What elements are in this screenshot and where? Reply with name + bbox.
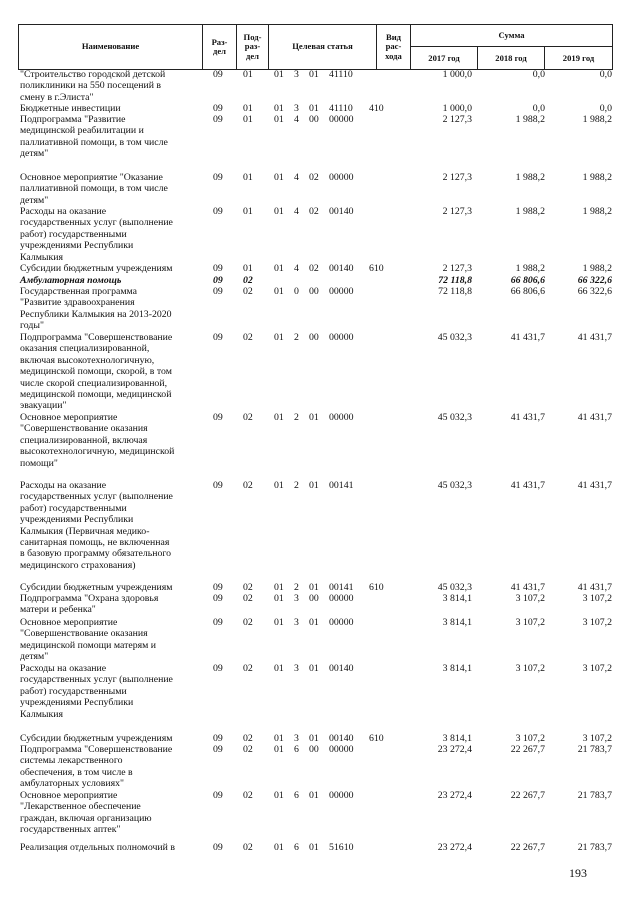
row-sum-2019: 0,0 [599, 69, 612, 80]
row-sum-2017: 1 000,0 [442, 103, 472, 114]
col-subsection-header: Под- раз- дел [237, 25, 269, 70]
row-sum-2019: 41 431,7 [577, 412, 612, 423]
row-name: Реализация отдельных полномочий в [20, 842, 175, 853]
row-target-program: 01 [274, 172, 284, 183]
row-target-program: 01 [274, 263, 284, 274]
row-sum-2019: 66 322,6 [577, 286, 612, 297]
row-section: 09 [213, 412, 223, 423]
row-sum-2019: 1 988,2 [582, 206, 612, 217]
row-target-event: 02 [309, 206, 319, 217]
row-target-event: 00 [309, 744, 319, 755]
row-target-direction: 00140 [329, 206, 354, 217]
row-section: 09 [213, 617, 223, 628]
row-target-subprogram: 2 [294, 412, 299, 423]
row-section: 09 [213, 842, 223, 853]
row-target-subprogram: 3 [294, 103, 299, 114]
row-name: Государственная программа "Развитие здравоохранения Республики Калмыкия на 2013-2020 годы" [20, 286, 172, 332]
row-target-event: 00 [309, 332, 319, 343]
row-target-subprogram: 2 [294, 480, 299, 491]
row-subsection: 01 [243, 172, 253, 183]
row-section: 09 [213, 103, 223, 114]
row-target-subprogram: 3 [294, 733, 299, 744]
row-name: Субсидии бюджетным учреждениям [20, 263, 173, 274]
row-name: Расходы на оказание государственных услуг (выполнение работ) государственными учреждениями Республики Калмыкия [20, 663, 173, 720]
row-name: Бюджетные инвестиции [20, 103, 121, 114]
page-number: 193 [569, 866, 587, 880]
row-sum-2017: 2 127,3 [442, 114, 472, 125]
row-sum-2019: 1 988,2 [582, 114, 612, 125]
row-target-program: 01 [274, 206, 284, 217]
row-target-direction: 00140 [329, 733, 354, 744]
row-target-program: 01 [274, 69, 284, 80]
row-section: 09 [213, 593, 223, 604]
row-subsection: 01 [243, 114, 253, 125]
col-exp-type-header: Вид рас- хода [377, 25, 411, 70]
col-section-header: Раз- дел [203, 25, 237, 70]
row-target-event: 01 [309, 103, 319, 114]
row-sum-2018: 3 107,2 [515, 593, 545, 604]
row-target-subprogram: 4 [294, 172, 299, 183]
row-subsection: 02 [243, 412, 253, 423]
row-sum-2017: 2 127,3 [442, 206, 472, 217]
row-target-program: 01 [274, 744, 284, 755]
row-subsection: 02 [243, 663, 253, 674]
row-target-direction: 00000 [329, 744, 354, 755]
row-sum-2019: 3 107,2 [582, 617, 612, 628]
row-name: Подпрограмма "Развитие медицинской реабилитации и паллиативной помощи, в том числе детям" [20, 114, 168, 160]
row-name: Основное мероприятие "Совершенствование оказания медицинской помощи матерям и детям" [20, 617, 157, 663]
row-name: Субсидии бюджетным учреждениям [20, 733, 173, 744]
row-target-direction: 00000 [329, 172, 354, 183]
row-sum-2019: 1 988,2 [582, 172, 612, 183]
row-name: Подпрограмма "Совершенствование оказания специализированной, включая высокотехнологичную, медицинской помощи, скорой, в том числе скорой специализированной, медицинской помощи, медицинской эвакуации" [20, 332, 173, 412]
row-sum-2019: 66 322,6 [577, 275, 612, 286]
row-target-subprogram: 0 [294, 286, 299, 297]
row-target-program: 01 [274, 582, 284, 593]
row-sum-2019: 3 107,2 [582, 593, 612, 604]
row-target-direction: 00000 [329, 114, 354, 125]
row-target-program: 01 [274, 842, 284, 853]
row-sum-2017: 3 814,1 [442, 733, 472, 744]
row-target-program: 01 [274, 790, 284, 801]
row-sum-2018: 1 988,2 [515, 206, 545, 217]
row-target-subprogram: 3 [294, 69, 299, 80]
row-target-direction: 00140 [329, 663, 354, 674]
row-exp-type: 410 [369, 103, 384, 114]
row-target-program: 01 [274, 332, 284, 343]
row-sum-2018: 1 988,2 [515, 172, 545, 183]
row-subsection: 02 [243, 582, 253, 593]
row-sum-2017: 1 000,0 [442, 69, 472, 80]
row-sum-2017: 23 272,4 [437, 744, 472, 755]
row-sum-2018: 3 107,2 [515, 663, 545, 674]
row-target-event: 02 [309, 172, 319, 183]
row-exp-type: 610 [369, 733, 384, 744]
row-name: Подпрограмма "Совершенствование системы лекарственного обеспечения, в том числе в амбулаторных условиях" [20, 744, 173, 790]
row-sum-2019: 3 107,2 [582, 733, 612, 744]
row-target-event: 01 [309, 412, 319, 423]
row-target-direction: 41110 [329, 103, 353, 114]
row-target-direction: 00141 [329, 480, 354, 491]
row-target-subprogram: 2 [294, 582, 299, 593]
row-sum-2017: 72 118,8 [438, 275, 472, 286]
row-target-event: 02 [309, 263, 319, 274]
row-target-event: 01 [309, 617, 319, 628]
row-name: "Строительство городской детской поликлиники на 550 посещений в смену в г.Элиста" [20, 69, 166, 103]
row-sum-2017: 2 127,3 [442, 172, 472, 183]
row-target-direction: 00140 [329, 263, 354, 274]
col-2018-header: 2018 год [478, 47, 545, 70]
row-sum-2019: 41 431,7 [577, 480, 612, 491]
row-target-program: 01 [274, 663, 284, 674]
row-sum-2018: 22 267,7 [510, 842, 545, 853]
row-target-direction: 00000 [329, 790, 354, 801]
row-section: 09 [213, 275, 223, 286]
row-sum-2017: 45 032,3 [437, 480, 472, 491]
row-subsection: 01 [243, 103, 253, 114]
col-2019-header: 2019 год [545, 47, 613, 70]
row-sum-2017: 23 272,4 [437, 842, 472, 853]
row-target-subprogram: 6 [294, 744, 299, 755]
row-sum-2019: 21 783,7 [577, 744, 612, 755]
row-target-direction: 00000 [329, 332, 354, 343]
row-subsection: 02 [243, 744, 253, 755]
row-target-program: 01 [274, 103, 284, 114]
row-sum-2018: 1 988,2 [515, 114, 545, 125]
row-subsection: 01 [243, 263, 253, 274]
col-target-header: Целевая статья [269, 25, 377, 70]
row-section: 09 [213, 663, 223, 674]
row-subsection: 02 [243, 275, 253, 286]
row-target-event: 01 [309, 582, 319, 593]
row-sum-2019: 3 107,2 [582, 663, 612, 674]
row-subsection: 02 [243, 593, 253, 604]
row-target-direction: 00000 [329, 593, 354, 604]
row-sum-2017: 23 272,4 [437, 790, 472, 801]
row-subsection: 02 [243, 480, 253, 491]
row-target-subprogram: 4 [294, 114, 299, 125]
row-sum-2018: 41 431,7 [510, 332, 545, 343]
row-subsection: 01 [243, 206, 253, 217]
row-target-direction: 51610 [329, 842, 354, 853]
row-target-event: 00 [309, 593, 319, 604]
row-sum-2018: 41 431,7 [510, 412, 545, 423]
row-section: 09 [213, 263, 223, 274]
row-name: Основное мероприятие "Оказание паллиативной помощи, в том числе детям" [20, 172, 168, 206]
row-sum-2018: 3 107,2 [515, 733, 545, 744]
row-sum-2017: 45 032,3 [437, 582, 472, 593]
row-exp-type: 610 [369, 582, 384, 593]
row-sum-2019: 21 783,7 [577, 790, 612, 801]
row-target-program: 01 [274, 617, 284, 628]
row-sum-2017: 3 814,1 [442, 663, 472, 674]
row-exp-type: 610 [369, 263, 384, 274]
row-target-subprogram: 3 [294, 617, 299, 628]
row-target-event: 00 [309, 286, 319, 297]
row-sum-2017: 3 814,1 [442, 593, 472, 604]
row-section: 09 [213, 114, 223, 125]
row-sum-2017: 2 127,3 [442, 263, 472, 274]
row-target-event: 00 [309, 114, 319, 125]
row-sum-2018: 0,0 [532, 103, 545, 114]
row-sum-2018: 22 267,7 [510, 744, 545, 755]
row-target-program: 01 [274, 114, 284, 125]
row-section: 09 [213, 790, 223, 801]
row-sum-2018: 41 431,7 [510, 582, 545, 593]
row-sum-2019: 1 988,2 [582, 263, 612, 274]
row-target-program: 01 [274, 286, 284, 297]
row-section: 09 [213, 286, 223, 297]
row-sum-2017: 45 032,3 [437, 332, 472, 343]
row-target-subprogram: 4 [294, 206, 299, 217]
row-sum-2018: 66 806,6 [510, 275, 545, 286]
row-section: 09 [213, 172, 223, 183]
row-target-subprogram: 3 [294, 663, 299, 674]
row-sum-2017: 72 118,8 [438, 286, 472, 297]
row-name: Подпрограмма "Охрана здоровья матери и ребенка" [20, 593, 159, 616]
row-name: Основное мероприятие "Совершенствование оказания специализированной, включая высокотехнологичную, медицинской помощи" [20, 412, 175, 469]
row-sum-2018: 0,0 [532, 69, 545, 80]
row-section: 09 [213, 69, 223, 80]
row-subsection: 02 [243, 733, 253, 744]
row-sum-2018: 66 806,6 [510, 286, 545, 297]
row-sum-2017: 3 814,1 [442, 617, 472, 628]
row-subsection: 02 [243, 790, 253, 801]
row-sum-2019: 41 431,7 [577, 582, 612, 593]
row-subsection: 02 [243, 842, 253, 853]
row-section: 09 [213, 733, 223, 744]
row-target-direction: 00141 [329, 582, 354, 593]
row-target-program: 01 [274, 733, 284, 744]
row-target-subprogram: 6 [294, 790, 299, 801]
row-target-direction: 00000 [329, 617, 354, 628]
row-section: 09 [213, 480, 223, 491]
row-sum-2017: 45 032,3 [437, 412, 472, 423]
row-target-program: 01 [274, 480, 284, 491]
row-target-program: 01 [274, 412, 284, 423]
row-target-program: 01 [274, 593, 284, 604]
row-target-event: 01 [309, 842, 319, 853]
row-subsection: 01 [243, 69, 253, 80]
row-target-event: 01 [309, 69, 319, 80]
col-2017-header: 2017 год [411, 47, 478, 70]
row-target-subprogram: 6 [294, 842, 299, 853]
row-target-direction: 00000 [329, 412, 354, 423]
col-sum-header: Сумма [411, 25, 613, 47]
row-sum-2019: 41 431,7 [577, 332, 612, 343]
row-section: 09 [213, 582, 223, 593]
row-section: 09 [213, 744, 223, 755]
col-name-header: Наименование [19, 25, 203, 70]
row-target-event: 01 [309, 663, 319, 674]
row-name: Расходы на оказание государственных услуг (выполнение работ) государственными учреждениями Республики Калмыкия [20, 206, 173, 263]
row-target-event: 01 [309, 480, 319, 491]
row-name: Амбулаторная помощь [20, 275, 122, 286]
row-subsection: 02 [243, 286, 253, 297]
row-target-event: 01 [309, 790, 319, 801]
row-sum-2018: 41 431,7 [510, 480, 545, 491]
row-name: Основное мероприятие "Лекарственное обеспечение граждан, включая организацию государственных аптек" [20, 790, 152, 836]
row-target-subprogram: 4 [294, 263, 299, 274]
row-target-subprogram: 3 [294, 593, 299, 604]
row-target-direction: 41110 [329, 69, 353, 80]
table-header [18, 24, 613, 70]
row-subsection: 02 [243, 332, 253, 343]
row-section: 09 [213, 332, 223, 343]
row-sum-2019: 21 783,7 [577, 842, 612, 853]
row-subsection: 02 [243, 617, 253, 628]
row-sum-2019: 0,0 [599, 103, 612, 114]
row-target-event: 01 [309, 733, 319, 744]
row-target-direction: 00000 [329, 286, 354, 297]
row-sum-2018: 1 988,2 [515, 263, 545, 274]
row-sum-2018: 3 107,2 [515, 617, 545, 628]
row-section: 09 [213, 206, 223, 217]
row-sum-2018: 22 267,7 [510, 790, 545, 801]
row-target-subprogram: 2 [294, 332, 299, 343]
row-name: Расходы на оказание государственных услуг (выполнение работ) государственными учреждениями Республики Калмыкия (Первичная медико- санитарная помощь, не включенная в базовую программу обязательного медицинского страхования) [20, 480, 173, 571]
row-name: Субсидии бюджетным учреждениям [20, 582, 173, 593]
